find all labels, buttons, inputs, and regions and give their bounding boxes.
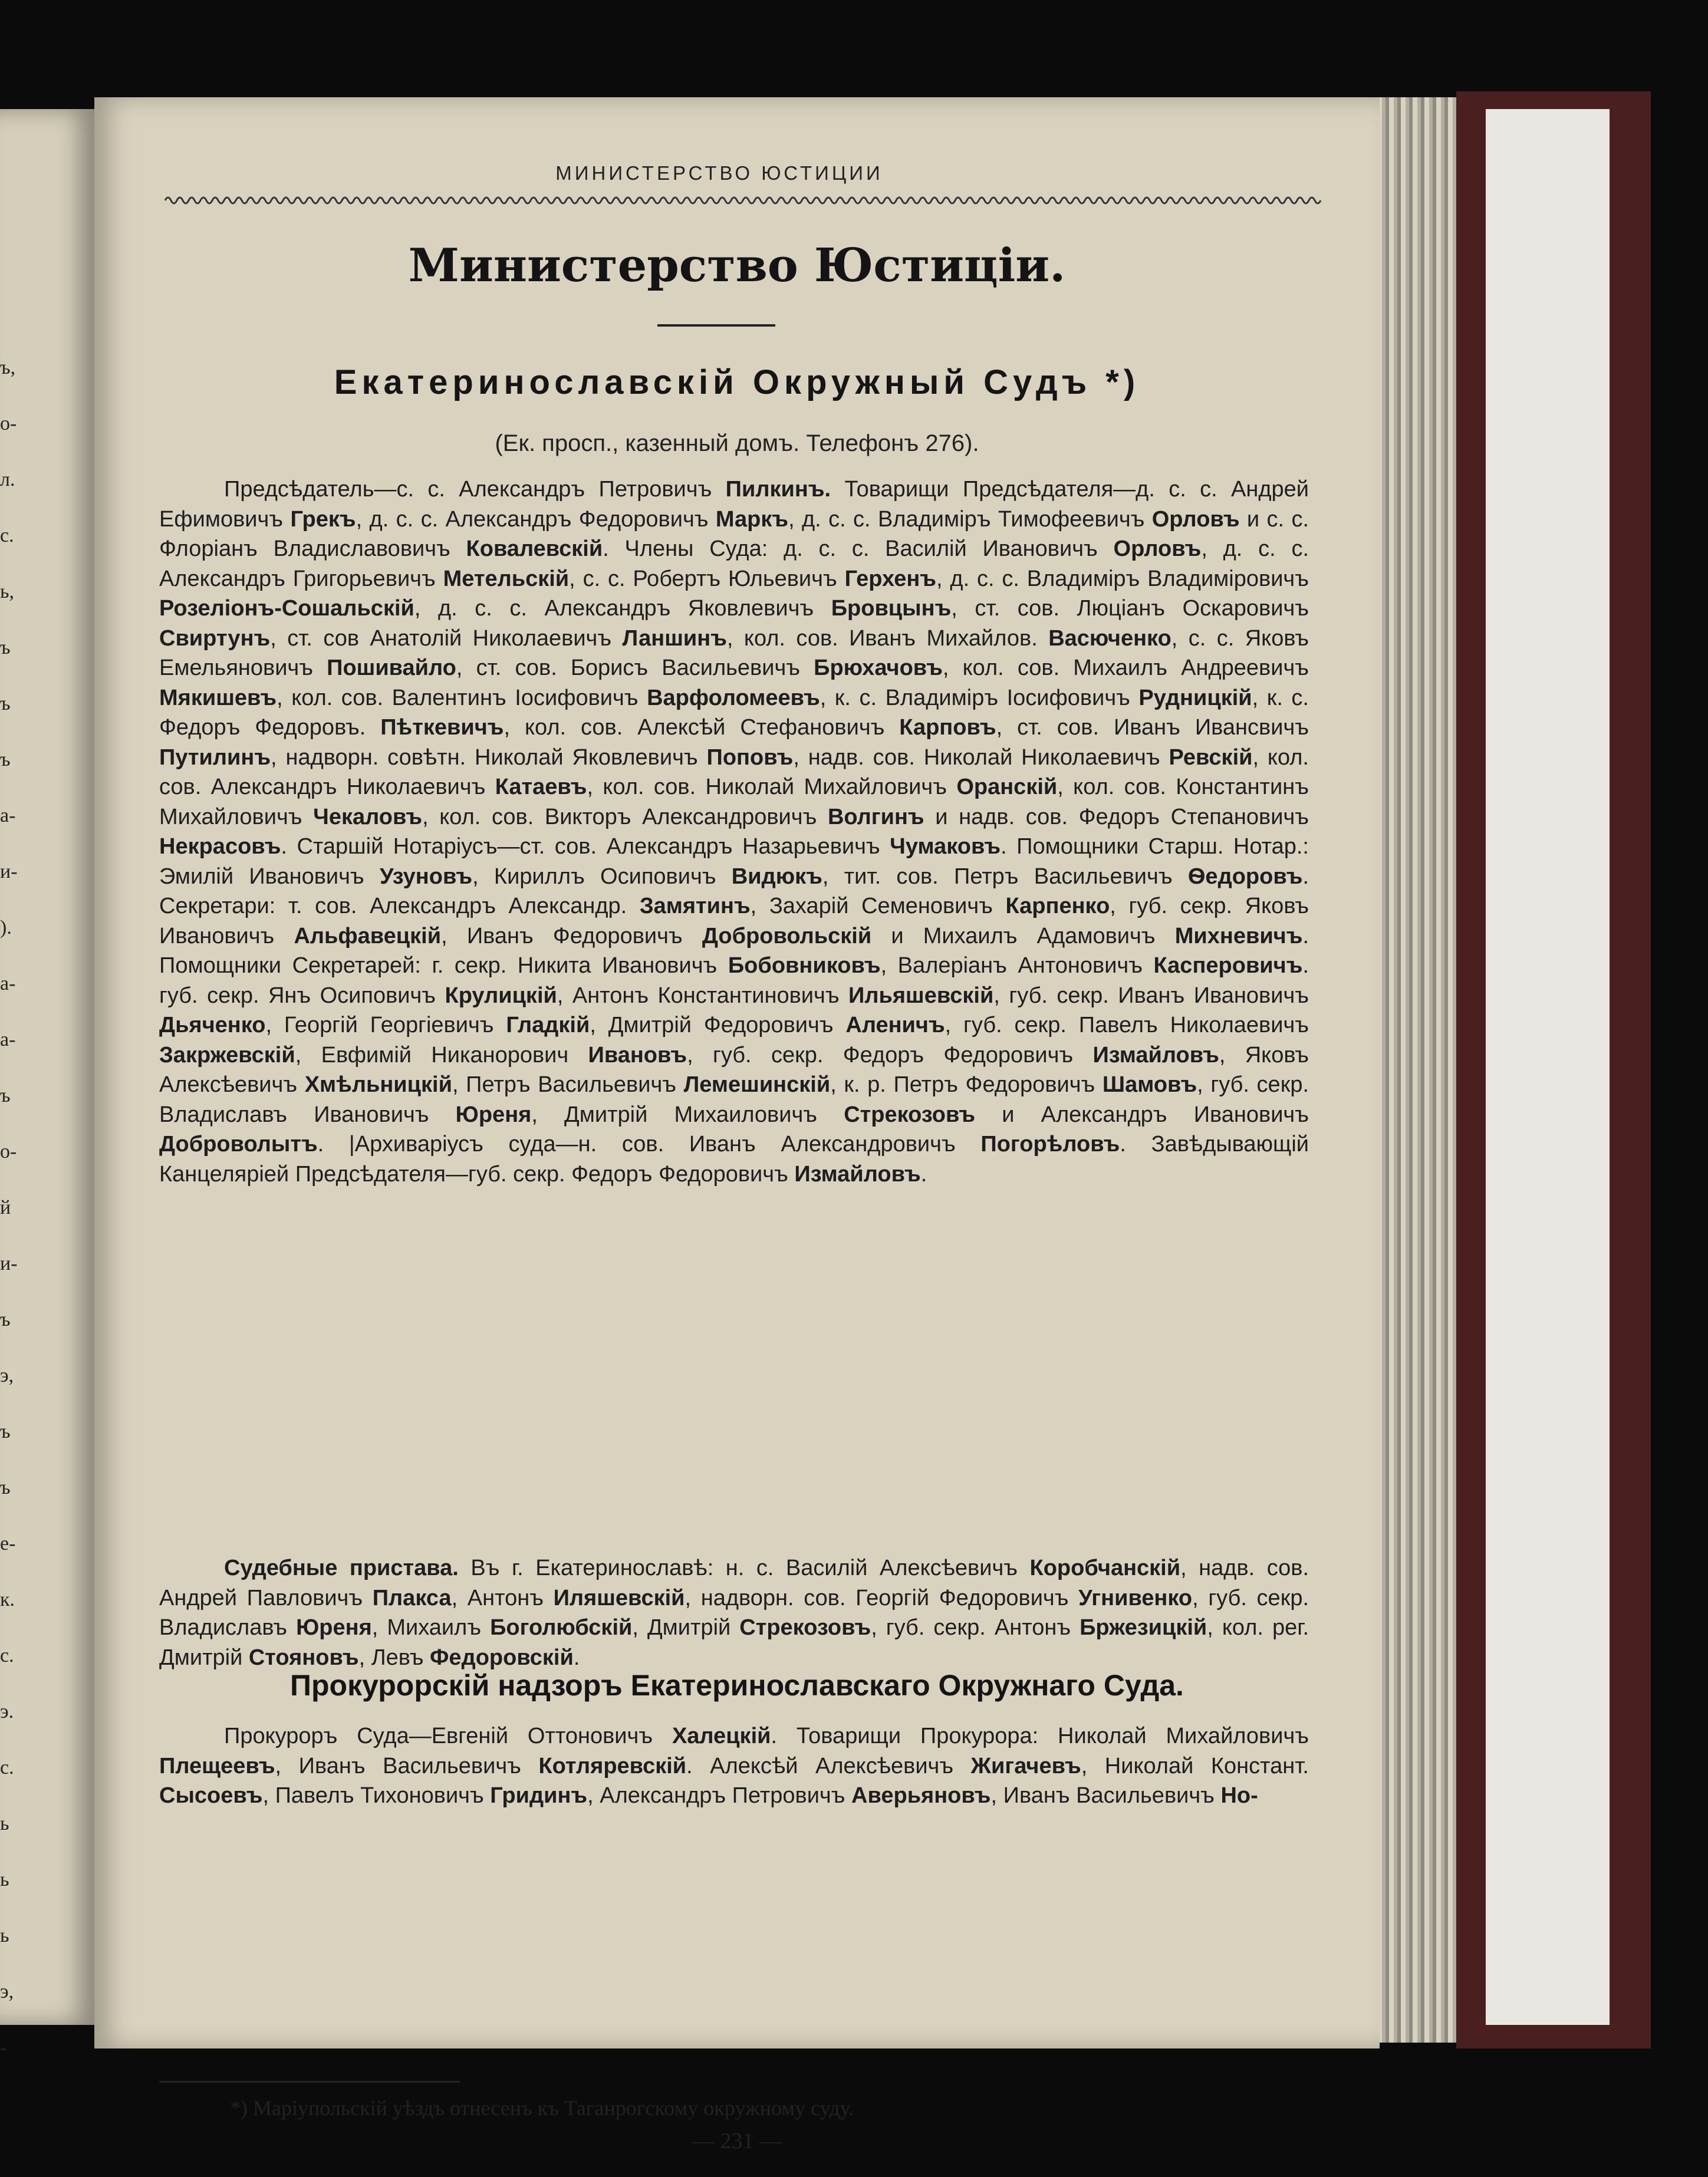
text-run: , ст. сов. Борисъ Васильевичъ [456, 656, 814, 680]
text-run: , Дмитрій Михаиловичъ [531, 1102, 844, 1127]
text-run: , к. с. Федоръ Федоровъ. [159, 685, 1309, 740]
facing-page-fragment: ъ [0, 1085, 11, 1106]
facing-page-fragment: ь, [0, 581, 15, 602]
bold-name: Брюхачовъ [814, 656, 943, 680]
section-heading-prosecutor: Прокурорскій надзоръ Екатеринославскаго Окружнаго Суда. [290, 1669, 1184, 1702]
text-run: , губ. секр. Владиславъ Ивановичъ [159, 1072, 1309, 1127]
text-run: и с. с. Флоріанъ Владиславовичъ [159, 506, 1309, 561]
book-page [94, 97, 1380, 2153]
bold-name: Погорѣловъ [980, 1132, 1120, 1157]
running-head: МИНИСТЕРСТВО ЮСТИЦИИ [555, 162, 883, 184]
text-run: , ст. сов. Иванъ Ивансвичъ [996, 715, 1309, 740]
facing-page-fragment: к. [0, 1589, 15, 1610]
facing-page-fragment: и- [0, 861, 18, 882]
facing-page-fragment: ъ [0, 1421, 11, 1442]
bold-name: Стояновъ [248, 1645, 359, 1670]
text-run: . Помощники Секретарей: г. секр. Никита Ивановичъ [159, 923, 1309, 978]
facing-page-fragment: а- [0, 805, 16, 826]
bold-name: Сысоевъ [159, 1783, 263, 1808]
text-run: , к. р. Петръ Федоровичъ [830, 1072, 1103, 1097]
text-run: Прокуроръ Суда—Евгеній Оттоновичъ [224, 1724, 672, 1748]
text-run: , д. с. с. Владиміръ Владиміровичъ [936, 566, 1309, 591]
bold-name: Шамовъ [1102, 1072, 1197, 1097]
text-run: , Кириллъ Осиповичъ [472, 864, 732, 889]
bold-name: Котляревскій [538, 1753, 687, 1779]
bold-name: Орловъ [1151, 506, 1240, 532]
facing-page-fragment: л. [0, 469, 15, 490]
text-run: , Иванъ Федоровичъ [441, 923, 702, 948]
text-run: , кол. сов. Викторъ Александровичъ [422, 804, 828, 829]
court-staff-paragraph [159, 475, 1309, 1565]
bold-name: Судебные пристава. [224, 1556, 459, 1580]
text-run: . Секретари: т. сов. Александръ Александр. [159, 864, 1309, 918]
text-run: . Товарищи Прокурора: Николай Михайловичъ [771, 1724, 1309, 1748]
bold-name: Жигачевъ [970, 1753, 1081, 1779]
text-run: , Валеріанъ Антоновичъ [880, 953, 1154, 978]
facing-page-fragment: ь [0, 1813, 9, 1835]
section-heading-court: Екатеринославскій Окружный Судъ *) [334, 363, 1140, 401]
text-run: , Яковъ Алексѣевичъ [159, 1042, 1309, 1097]
bold-name: Добровольскій [702, 923, 872, 948]
court-address: (Ек. просп., казенный домъ. Телефонъ 276). [495, 430, 979, 456]
bold-name: Крулицкій [445, 983, 557, 1008]
text-run: . [920, 1161, 927, 1187]
bold-name: Плакса [372, 1585, 452, 1610]
bold-name: Лемешинскій [683, 1072, 831, 1097]
bold-name: Ревскій [1169, 745, 1253, 770]
footnote: *) Маріупольскій уѣздъ отнесенъ къ Таганрогскому окружному суду. [230, 2096, 854, 2120]
bold-name: Метельскій [443, 566, 570, 591]
bold-name: Свиртунъ [159, 625, 271, 651]
bailiffs-paragraph [159, 1553, 1309, 1670]
facing-page-fragment: а- [0, 1029, 16, 1050]
text-run: , кол. сов. Константинъ Михайловичъ [159, 775, 1309, 829]
facing-page-fragment: э, [0, 1365, 14, 1386]
text-run: , с. с. Робертъ Юльевичъ [569, 566, 845, 591]
text-run: Въ г. Екатеринославѣ: н. с. Василій Алексѣевичъ [458, 1556, 1030, 1580]
text-run: . Завѣдывающій Канцеляріей Предсѣдателя—губ. секр. Федоръ Федоровичъ [159, 1132, 1309, 1187]
bold-name: Ланшинъ [622, 625, 727, 651]
text-run: , с. с. Яковъ Емельяновичъ [159, 625, 1309, 680]
bold-name: Стрекозовъ [739, 1615, 871, 1640]
page-title: Министерство Юстиціи. [408, 239, 1066, 292]
facing-page-fragment: ). [0, 917, 12, 938]
bold-name: Волгинъ [827, 804, 924, 829]
facing-page-fragment: и- [0, 1253, 18, 1274]
bold-name: Гридинъ [490, 1783, 588, 1808]
bold-name: Федоровскій [430, 1645, 574, 1670]
facing-page-fragment: а- [0, 973, 16, 994]
text-run: , Левъ [358, 1645, 430, 1670]
facing-page-fragment: с. [0, 525, 14, 546]
facing-page-fragment: ъ [0, 693, 11, 714]
text-run: и Михаилъ Адамовичъ [871, 923, 1175, 948]
bold-name: Закржевскій [159, 1042, 295, 1068]
text-run: , губ. секр. Иванъ Ивановичъ [993, 983, 1309, 1008]
bold-name: Карпенко [1005, 894, 1110, 918]
text-run: , Михаилъ [371, 1615, 491, 1640]
bold-name: Юреня [296, 1615, 372, 1640]
text-run: , кол. сов. Алексѣй Стефановичъ [503, 715, 900, 740]
text-run: , Захарій Семеновичъ [750, 894, 1006, 918]
text-run: Товарищи Предсѣдателя—д. с. с. Андрей Ефимовичъ [159, 477, 1309, 532]
facing-page-fragment: ъ [0, 1477, 11, 1498]
facing-page-fragment: с. [0, 1645, 14, 1666]
bold-name: Боголюбскій [490, 1615, 633, 1640]
bold-name: Рудницкій [1138, 685, 1252, 710]
bold-name: Варфоломеевъ [647, 685, 820, 710]
bold-name: Михневичъ [1174, 923, 1303, 948]
bold-name: Поповъ [706, 745, 794, 770]
text-run: , Иванъ Васильевичъ [275, 1753, 539, 1779]
text-run: , Дмитрій [632, 1615, 740, 1640]
facing-page-fragment: ь [0, 1869, 9, 1891]
bold-name: Ковалевскій [466, 536, 603, 561]
bold-name: Измайловъ [794, 1161, 921, 1187]
facing-page-fragment: ъ [0, 749, 11, 770]
text-run: , кол. сов. Иванъ Михайлов. [726, 625, 1049, 651]
bold-name: Плещеевъ [159, 1753, 275, 1779]
bold-name: Юреня [455, 1102, 532, 1127]
text-run: и надв. сов. Федоръ Степановичъ [924, 804, 1309, 829]
prosecutor-paragraph [159, 1721, 1309, 1845]
endpaper [1486, 109, 1610, 2025]
text-run: . Члены Суда: д. с. с. Василій Ивановичъ [603, 536, 1114, 561]
bold-name: Касперовичъ [1153, 953, 1303, 978]
text-run: , д. с. с. Александръ Григорьевичъ [159, 536, 1309, 591]
facing-page-fragment: ъ [0, 637, 11, 658]
bold-name: Бобовниковъ [728, 953, 881, 978]
bold-name: Васюченко [1048, 625, 1171, 651]
text-run: , тит. сов. Петръ Васильевичъ [822, 864, 1188, 889]
text-run: , кол. сов. Александръ Николаевичъ [159, 745, 1309, 799]
text-run: , Дмитрій Федоровичъ [590, 1013, 846, 1038]
bold-name: Ѳедоровъ [1187, 864, 1303, 889]
bold-name: Оранскій [956, 775, 1058, 799]
bold-name: Орловъ [1113, 536, 1202, 561]
text-run: , надв. сов. Андрей Павловичъ [159, 1556, 1309, 1610]
bold-name: Альфавецкій [294, 923, 442, 948]
text-run: , д. с. с. Александръ Яковлевичъ [414, 596, 831, 621]
text-run: , Николай Констант. [1081, 1753, 1309, 1779]
bold-name: Ильяшевскій [848, 983, 994, 1008]
text-run: , Антонъ Константиновичъ [557, 983, 849, 1008]
text-run: , кол. рег. Дмитрій [159, 1615, 1309, 1670]
text-run: , губ. секр. Яковъ Ивановичъ [159, 894, 1309, 948]
text-run: , губ. секр. Павелъ Николаевичъ [944, 1013, 1309, 1038]
text-run: , кол. сов. Николай Михайловичъ [587, 775, 957, 799]
facing-page-fragment: э, [0, 1981, 14, 2003]
bold-name: Измайловъ [1092, 1042, 1219, 1068]
text-run: . губ. секр. Янъ Осиповичъ [159, 953, 1309, 1008]
facing-page-fragment: э. [0, 1701, 14, 1723]
bold-name: Розеліонъ-Сошальскій [159, 596, 414, 621]
title-rule [657, 324, 775, 327]
bold-name: Бржезицкій [1080, 1615, 1207, 1640]
bold-name: Ивановъ [588, 1042, 687, 1068]
facing-page-fragment: ъ, [0, 357, 16, 378]
text-run: , кол. сов. Михаилъ Андреевичъ [942, 656, 1309, 680]
bold-name: Доброволытъ [159, 1132, 318, 1157]
bold-name: Чекаловъ [313, 804, 423, 829]
text-run: , Иванъ Васильевичъ [990, 1783, 1221, 1808]
bold-name: Стрекозовъ [844, 1102, 976, 1127]
text-run: , губ. секр. Антонъ [871, 1615, 1080, 1640]
text-run: , д. с. с. Александръ Федоровичъ [356, 506, 716, 532]
facing-page-fragment: - [0, 2037, 7, 2059]
facing-page-fragment: ъ [0, 1309, 11, 1330]
facing-page-fragment: с. [0, 1757, 14, 1779]
facing-page-fragment: ь [0, 1925, 9, 1947]
text-run: , Александръ Петровичъ [587, 1783, 852, 1808]
bold-name: Хмѣльницкій [304, 1072, 452, 1097]
facing-page-edge [0, 109, 97, 2059]
bold-name: Аверьяновъ [851, 1783, 991, 1808]
text-run: . [573, 1645, 580, 1670]
text-run: , Георгій Георгіевичъ [265, 1013, 506, 1038]
bold-name: Чумаковъ [890, 834, 1001, 859]
facing-page-fragment: е- [0, 1533, 16, 1554]
bold-name: Аленичъ [845, 1013, 945, 1038]
text-run: , кол. сов. Валентинъ Іосифовичъ [277, 685, 647, 710]
text-run: , ст. сов Анатолій Николаевичъ [270, 625, 623, 651]
facing-page-fragment: о- [0, 1141, 17, 1162]
text-run: Предсѣдатель—с. с. Александръ Петровичъ [224, 477, 726, 502]
bold-name: Узуновъ [379, 864, 473, 889]
bold-name: Путилинъ [159, 745, 271, 770]
text-run: , надворн. совѣтн. Николай Яковлевичъ [271, 745, 707, 770]
facing-page-fragment: о- [0, 413, 17, 434]
bold-name: Некрасовъ [159, 834, 281, 859]
bold-name: Бровцынъ [831, 596, 952, 621]
bold-name: Грекъ [290, 506, 356, 532]
text-run: , д. с. с. Владиміръ Тимофеевичъ [788, 506, 1152, 532]
text-run: и Александръ Ивановичъ [975, 1102, 1309, 1127]
bold-name: Угнивенко [1078, 1585, 1193, 1610]
text-run: , Павелъ Тихоновичъ [262, 1783, 491, 1808]
text-run: . Алексѣй Алексѣевичъ [686, 1753, 971, 1779]
bold-name: Замятинъ [639, 894, 751, 918]
text-run: , надв. сов. Николай Николаевичъ [793, 745, 1169, 770]
bold-name: Герхенъ [844, 566, 936, 591]
text-run: , Евфимій Никанорович [295, 1042, 588, 1068]
bold-name: Пилкинъ. [725, 477, 831, 502]
bold-name: Дьяченко [159, 1013, 266, 1038]
text-run: . Старшій Нотаріусъ—ст. сов. Александръ Назарьевичъ [281, 834, 890, 859]
bold-name: Но- [1220, 1783, 1258, 1808]
wavy-rule [165, 192, 1321, 209]
footnote-rule [159, 2081, 460, 2083]
bold-name: Пѣткевичъ [380, 715, 504, 740]
text-run: , надворн. сов. Георгій Федоровичъ [684, 1585, 1079, 1610]
text-run: , Петръ Васильевичъ [452, 1072, 684, 1097]
text-run: , губ. секр. Владиславъ [159, 1585, 1309, 1640]
bold-name: Пошивайло [327, 656, 456, 680]
page-number: — 231 — [692, 2129, 782, 2153]
bold-name: Маркъ [715, 506, 789, 532]
bold-name: Карповъ [899, 715, 996, 740]
bold-name: Гладкій [506, 1013, 590, 1038]
text-run: , губ. секр. Федоръ Федоровичъ [687, 1042, 1093, 1068]
text-run: , Антонъ [451, 1585, 554, 1610]
bold-name: Катаевъ [495, 775, 587, 799]
bold-name: Иляшевскій [553, 1585, 685, 1610]
bold-name: Халецкій [672, 1724, 771, 1748]
bold-name: Коробчанскій [1029, 1556, 1181, 1580]
text-run: . Помощники Старш. Нотар.: Эмилій Ивановичъ [159, 834, 1309, 889]
text-run: . |Архиваріусъ суда—н. сов. Иванъ Александровичъ [317, 1132, 981, 1157]
text-run: , к. с. Владиміръ Іосифовичъ [820, 685, 1139, 710]
text-run: , ст. сов. Люціанъ Оскаровичъ [951, 596, 1309, 621]
bold-name: Мякишевъ [159, 685, 277, 710]
bold-name: Видюкъ [731, 864, 822, 889]
facing-page-fragment: й [0, 1197, 11, 1218]
